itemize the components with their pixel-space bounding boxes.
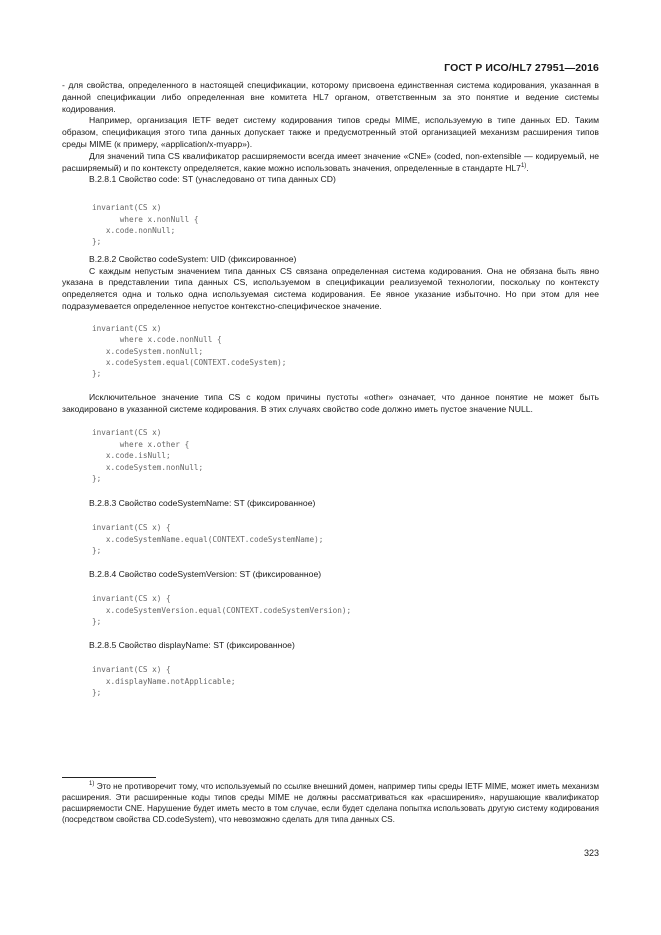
document-header: ГОСТ Р ИСО/HL7 27951—2016: [444, 62, 599, 74]
code-block: invariant(CS x) where x.other { x.code.isNull; x.codeSystem.nonNull; };: [92, 428, 204, 484]
paragraph-end: .: [526, 162, 529, 173]
footnote-reference[interactable]: 1): [520, 162, 527, 169]
section-heading: B.2.8.2 Свойство codeSystem: UID (фиксированное): [89, 253, 297, 264]
code-block: invariant(CS x) where x.code.nonNull { x.codeSystem.nonNull; x.codeSystem.equal(CONTEXT.codeSystem); };: [92, 323, 287, 379]
section-heading: B.2.8.1 Свойство code: ST (унаследовано от типа данных CD): [89, 174, 336, 185]
paragraph: - для свойства, определенного в настоящей спецификации, которому присвоена единственная система кодирования, указанная в данной спецификации либо определенная вне комитета HL7 органом, ответственным за это понятие и ведение системы кодирования.: [62, 80, 599, 114]
footnote-body: Это не противоречит тому, что используемый по ссылке внешний домен, например типы среды IETF MIME, может иметь механизм расширения. Эти расширенные коды типов среды MIME не должны рассматриваться как «расширения», нарушающие квалификатор расширяемости CNE. Нарушение будет иметь место в том случае, если будет сделана попытка использовать другую систему кодирования (посредством свойства CD.codeSystem), что невозможно сделать для типа данных CS.: [62, 782, 599, 824]
section-heading: B.2.8.5 Свойство displayName: ST (фиксированное): [89, 640, 295, 651]
paragraph: Например, организация IETF ведет систему кодирования типов среды MIME, используемую в типе данных ED. Таким образом, спецификация этого типа данных допускает также и предусмотренный этой организацией механизм расширения типов среды MIME (к примеру, «application/x-myapp»).: [62, 115, 599, 149]
footnote-divider: [62, 777, 156, 778]
page-number: 323: [583, 848, 599, 858]
section-heading: B.2.8.4 Свойство codeSystemVersion: ST (фиксированное): [89, 569, 322, 580]
code-block: invariant(CS x) { x.codeSystemName.equal(CONTEXT.codeSystemName); };: [92, 523, 324, 556]
paragraph-text: Для значений типа CS квалификатор расширяемости всегда имеет значение «CNE» (coded, non-extensible — кодируемый, не расширяемый) и по контексту определяется, какие можно использовать значения, определенные в стандарте HL7: [62, 150, 599, 173]
code-block: invariant(CS x) { x.codeSystemVersion.equal(CONTEXT.codeSystemVersion); };: [92, 594, 352, 627]
paragraph: С каждым непустым значением типа данных CS связана определенная система кодирования. Она не обязана быть явно указана в представлении типа данных CS, используемом в спецификации реализуемой технологии, поскольку по контексту определяется одна и только одна используемая система кодирования. Ее явное указание избыточно. Но при этом для нее подразумевается определенное непустое контекстно-специфическое значение.: [62, 265, 599, 311]
footnote: [62, 781, 599, 825]
footnote-text: [62, 781, 599, 825]
footnote-marker: 1): [89, 781, 95, 787]
section-heading: B.2.8.3 Свойство codeSystemName: ST (фиксированное): [89, 498, 316, 509]
code-block: invariant(CS x) where x.nonNull { x.code.nonNull; };: [92, 203, 199, 247]
code-block: invariant(CS x) { x.displayName.notApplicable; };: [92, 665, 236, 698]
main-content: [62, 80, 599, 698]
paragraph: [62, 151, 599, 175]
paragraph: Исключительное значение типа CS с кодом причины пустоты «other» означает, что данное понятие не может быть закодировано в указанной системе кодирования. В этих случаях свойство code должно иметь пустое значение NULL.: [62, 391, 599, 414]
